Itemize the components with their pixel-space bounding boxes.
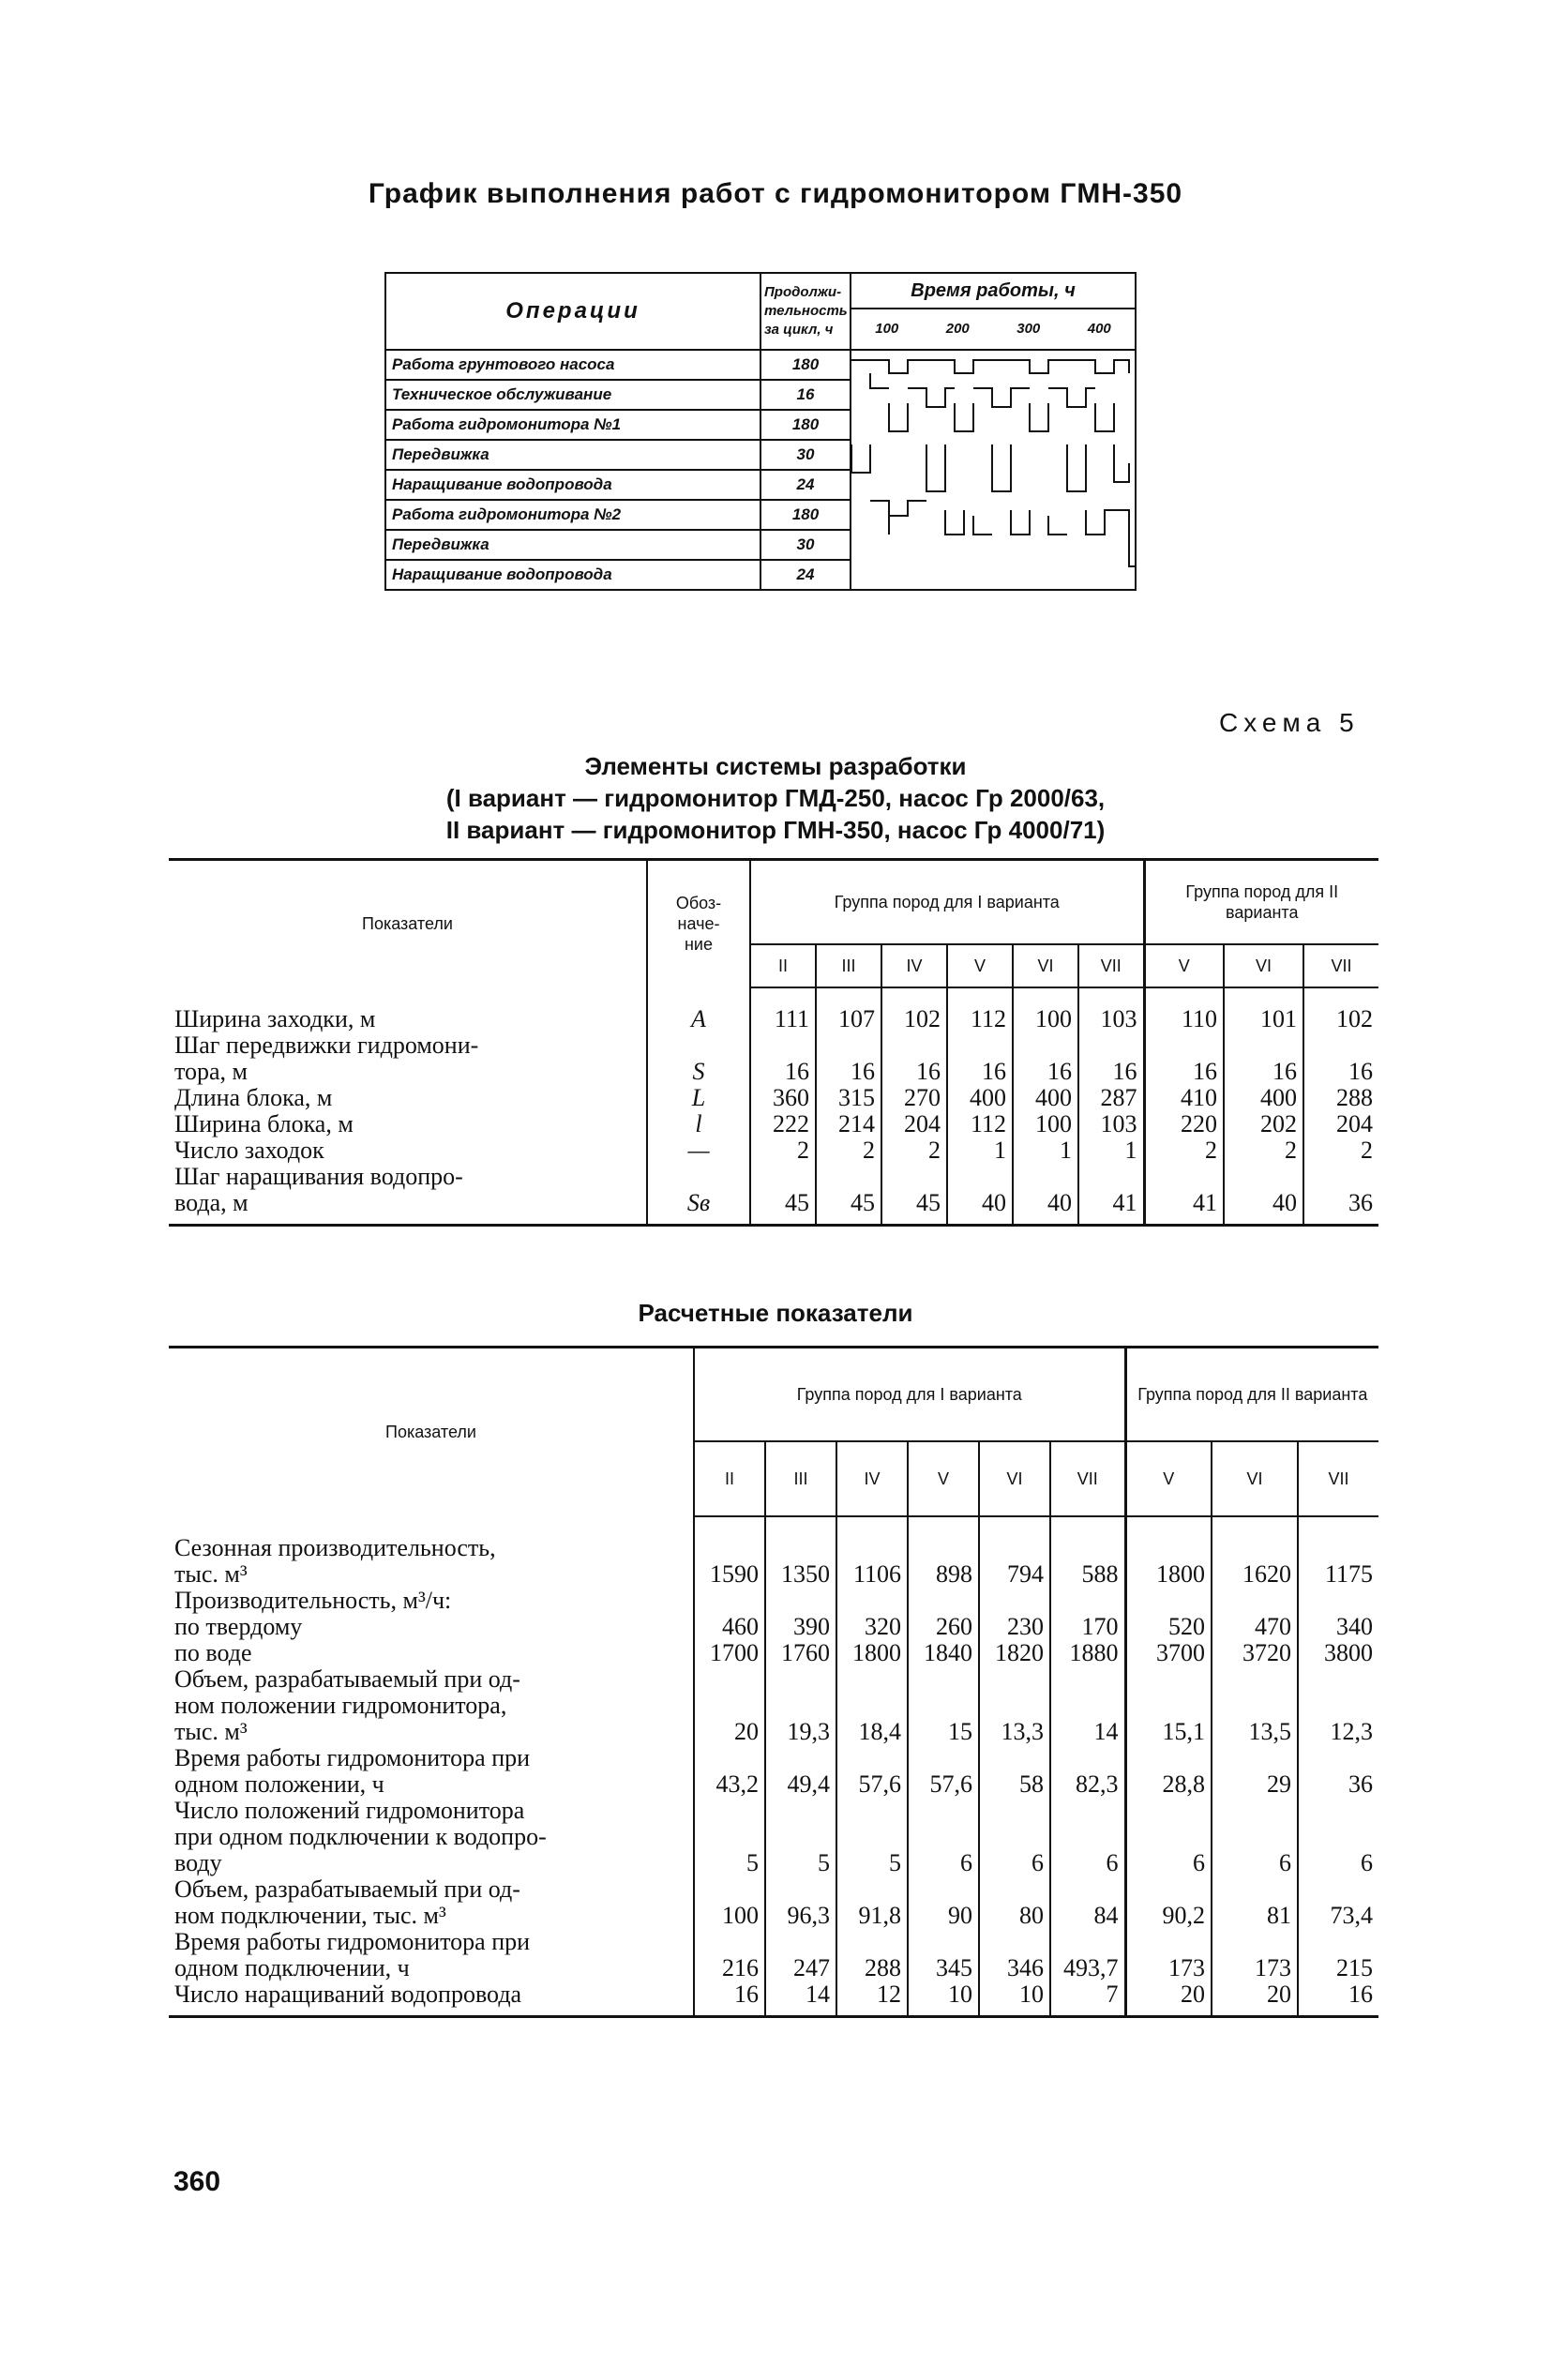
row-label: Производительность, м³/ч: xyxy=(174,1586,452,1614)
cell-value xyxy=(1125,1588,1212,1614)
row-symbol: L xyxy=(647,1085,750,1111)
cell-value: 400 xyxy=(1013,1085,1078,1111)
table-row xyxy=(169,1137,1378,1164)
row-label: Время работы гидромонитора при одном положении, ч xyxy=(174,1743,531,1798)
cell-value: 100 xyxy=(1013,987,1078,1032)
cell-value: 103 xyxy=(1078,1111,1144,1137)
cell-value: 16 xyxy=(1013,1032,1078,1085)
cell-value: 45 xyxy=(816,1164,881,1216)
row-symbol: Sв xyxy=(647,1164,750,1216)
cell-value: 16 xyxy=(1298,1981,1378,2008)
table-row xyxy=(169,1032,1378,1085)
operations-header: Операции xyxy=(385,273,760,350)
padding-cell xyxy=(1013,1216,1078,1226)
cell-value: 287 xyxy=(1078,1085,1144,1111)
padding-cell xyxy=(881,1216,947,1226)
elements-title: Элементы системы разработки (I вариант — гидромонитор ГМД-250, насос Гр 2000/63, II вариант — гидромонитор ГМН-350, насос Гр 4000/71) xyxy=(445,752,1106,844)
gantt-row: Работа гидромонитора №2 180 xyxy=(385,500,1136,530)
cell-value: 898 xyxy=(908,1516,979,1588)
table-row xyxy=(169,1798,1378,1876)
padding-cell xyxy=(750,1216,816,1226)
padding-cell xyxy=(694,2008,765,2017)
subcol-header: V xyxy=(1125,1441,1212,1516)
padding-cell xyxy=(1212,2008,1298,2017)
cell-value: 6 xyxy=(1125,1798,1212,1876)
cell-value: 315 xyxy=(816,1085,881,1111)
cell-value: 288 xyxy=(836,1929,908,1981)
cell-value: 28,8 xyxy=(1125,1745,1212,1798)
table-row xyxy=(169,1588,1378,1614)
cell-value: 460 xyxy=(694,1614,765,1640)
table-row xyxy=(169,1516,1378,1588)
row-label: Объем, разрабатываемый при од- ном положении гидромонитора, тыс. м³ xyxy=(174,1664,520,1745)
tick-100: 100 xyxy=(875,321,899,338)
cell-value: 6 xyxy=(1050,1798,1125,1876)
row-label: Шаг передвижки гидромони- тора, м xyxy=(174,1031,479,1085)
cell-value: 6 xyxy=(908,1798,979,1876)
table-row xyxy=(169,1111,1378,1137)
cell-value: 57,6 xyxy=(908,1745,979,1798)
cell-value: 1106 xyxy=(836,1516,908,1588)
cell-value: 43,2 xyxy=(694,1745,765,1798)
subcol-header: VI xyxy=(1212,1441,1298,1516)
padding-cell xyxy=(1125,2008,1212,2017)
schema-label: Схема 5 xyxy=(1219,708,1360,737)
cell-value: 1800 xyxy=(836,1640,908,1666)
table-row xyxy=(169,1614,1378,1640)
row-label: Длина блока, м xyxy=(174,1083,333,1111)
cell-value: 2 xyxy=(1303,1137,1378,1164)
cell-value: 3700 xyxy=(1125,1640,1212,1666)
table-row xyxy=(169,1640,1378,1666)
cell-value: 90 xyxy=(908,1876,979,1929)
row-symbol: S xyxy=(647,1032,750,1085)
cell-value: 400 xyxy=(1224,1085,1303,1111)
cell-value xyxy=(765,1588,836,1614)
cell-value: 3720 xyxy=(1212,1640,1298,1666)
cell-value xyxy=(908,1588,979,1614)
padding-cell xyxy=(647,1216,750,1226)
cell-value: 288 xyxy=(1303,1085,1378,1111)
cell-value: 16 xyxy=(881,1032,947,1085)
subcol-header: VII xyxy=(1050,1441,1125,1516)
row-label: по твердому xyxy=(174,1612,303,1640)
subcol-header: VI xyxy=(1224,944,1303,987)
cell-value: 1590 xyxy=(694,1516,765,1588)
subcol-header: V xyxy=(908,1441,979,1516)
cell-value: 173 xyxy=(1125,1929,1212,1981)
cell-value: 320 xyxy=(836,1614,908,1640)
group2-header: Группа пород для II варианта xyxy=(1125,1348,1378,1441)
cell-value: 10 xyxy=(979,1981,1050,2008)
row-symbol: l xyxy=(647,1111,750,1137)
cell-value: 1800 xyxy=(1125,1516,1212,1588)
cell-value: 80 xyxy=(979,1876,1050,1929)
padding-cell xyxy=(1050,2008,1125,2017)
cell-value: 49,4 xyxy=(765,1745,836,1798)
cell-value: 222 xyxy=(750,1111,816,1137)
cell-value: 170 xyxy=(1050,1614,1125,1640)
cell-value: 40 xyxy=(1224,1164,1303,1216)
cell-value: 102 xyxy=(881,987,947,1032)
padding-cell xyxy=(979,2008,1050,2017)
cell-value: 41 xyxy=(1078,1164,1144,1216)
cell-value: 14 xyxy=(1050,1666,1125,1745)
cell-value: 2 xyxy=(881,1137,947,1164)
cell-value xyxy=(979,1588,1050,1614)
page-number: 360 xyxy=(173,2166,221,2197)
cell-value: 82,3 xyxy=(1050,1745,1125,1798)
cell-value: 1 xyxy=(1078,1137,1144,1164)
cell-value: 202 xyxy=(1224,1111,1303,1137)
cell-value: 2 xyxy=(750,1137,816,1164)
cell-value: 90,2 xyxy=(1125,1876,1212,1929)
cell-value: 1700 xyxy=(694,1640,765,1666)
row-label: Ширина заходки, м xyxy=(174,1004,376,1032)
cell-value: 40 xyxy=(1013,1164,1078,1216)
subcol-header: IV xyxy=(881,944,947,987)
subcol-header: V xyxy=(947,944,1013,987)
row-label: Число заходок xyxy=(174,1136,324,1164)
cell-value: 100 xyxy=(1013,1111,1078,1137)
duration-header: Продолжи- тельность за цикл, ч xyxy=(760,273,851,350)
padding-cell xyxy=(1298,2008,1378,2017)
gantt-row: Работа грунтового насоса 180 xyxy=(385,350,1136,380)
cell-value: 173 xyxy=(1212,1929,1298,1981)
subcol-header: VII xyxy=(1298,1441,1378,1516)
cell-value: 103 xyxy=(1078,987,1144,1032)
cell-value: 19,3 xyxy=(765,1666,836,1745)
table-row xyxy=(169,1929,1378,1981)
cell-value: 112 xyxy=(947,1111,1013,1137)
row-label: Время работы гидромонитора при одном подключении, ч xyxy=(174,1927,531,1981)
table-row xyxy=(169,1981,1378,2008)
subcol-header: II xyxy=(694,1441,765,1516)
group1-header: Группа пород для I варианта xyxy=(694,1348,1125,1441)
cell-value: 41 xyxy=(1144,1164,1224,1216)
cell-value: 102 xyxy=(1303,987,1378,1032)
cell-value: 36 xyxy=(1298,1745,1378,1798)
cell-value: 1620 xyxy=(1212,1516,1298,1588)
table-row xyxy=(169,1745,1378,1798)
cell-value: 16 xyxy=(1224,1032,1303,1085)
cell-value: 16 xyxy=(947,1032,1013,1085)
gantt-row: Работа гидромонитора №1 180 xyxy=(385,410,1136,440)
cell-value: 1 xyxy=(1013,1137,1078,1164)
symbol-header: Обоз- наче- ние xyxy=(647,860,750,987)
cell-value: 216 xyxy=(694,1929,765,1981)
padding-cell xyxy=(765,2008,836,2017)
tick-300: 300 xyxy=(1016,321,1041,338)
cell-value: 14 xyxy=(765,1981,836,2008)
cell-value: 493,7 xyxy=(1050,1929,1125,1981)
subcol-header: VII xyxy=(1078,944,1144,987)
cell-value: 2 xyxy=(1224,1137,1303,1164)
gantt-row: Наращивание водопровода 24 xyxy=(385,560,1136,590)
cell-value: 40 xyxy=(947,1164,1013,1216)
tick-200: 200 xyxy=(945,321,970,338)
cell-value: 390 xyxy=(765,1614,836,1640)
cell-value: 1760 xyxy=(765,1640,836,1666)
cell-value: 20 xyxy=(1212,1981,1298,2008)
cell-value: 215 xyxy=(1298,1929,1378,1981)
cell-value: 220 xyxy=(1144,1111,1224,1137)
cell-value: 204 xyxy=(881,1111,947,1137)
cell-value: 84 xyxy=(1050,1876,1125,1929)
table-row xyxy=(169,1666,1378,1745)
padding-cell xyxy=(1078,1216,1144,1226)
cell-value: 18,4 xyxy=(836,1666,908,1745)
cell-value xyxy=(1050,1588,1125,1614)
cell-value: 15 xyxy=(908,1666,979,1745)
cell-value: 1175 xyxy=(1298,1516,1378,1588)
cell-value: 340 xyxy=(1298,1614,1378,1640)
cell-value xyxy=(836,1588,908,1614)
time-ticks xyxy=(851,309,1136,350)
group2-header: Группа пород для II варианта xyxy=(1144,860,1378,944)
subcol-header: V xyxy=(1144,944,1224,987)
cell-value: 81 xyxy=(1212,1876,1298,1929)
cell-value: 112 xyxy=(947,987,1013,1032)
cell-value: 16 xyxy=(694,1981,765,2008)
cell-value: 45 xyxy=(750,1164,816,1216)
row-label: Шаг наращивания водопро- вода, м xyxy=(174,1162,463,1216)
cell-value: 1840 xyxy=(908,1640,979,1666)
cell-value: 20 xyxy=(1125,1981,1212,2008)
cell-value: 58 xyxy=(979,1745,1050,1798)
cell-value: 16 xyxy=(1078,1032,1144,1085)
row-label: Ширина блока, м xyxy=(174,1109,354,1137)
row-label: Объем, разрабатываемый при од- ном подключении, тыс. м³ xyxy=(174,1875,520,1929)
calc-indicators-title: Расчетные показатели xyxy=(638,1299,913,1327)
cell-value: 214 xyxy=(816,1111,881,1137)
cell-value: 6 xyxy=(1298,1798,1378,1876)
row-symbol: A xyxy=(647,987,750,1032)
cell-value: 794 xyxy=(979,1516,1050,1588)
cell-value xyxy=(1298,1588,1378,1614)
cell-value: 6 xyxy=(979,1798,1050,1876)
cell-value: 360 xyxy=(750,1085,816,1111)
gantt-row: Наращивание водопровода 24 xyxy=(385,470,1136,500)
padding-cell xyxy=(1224,1216,1303,1226)
row-symbol: — xyxy=(647,1137,750,1164)
cell-value: 29 xyxy=(1212,1745,1298,1798)
cell-value: 16 xyxy=(1303,1032,1378,1085)
work-time-header: Время работы, ч xyxy=(851,273,1136,309)
cell-value: 20 xyxy=(694,1666,765,1745)
cell-value: 100 xyxy=(694,1876,765,1929)
cell-value: 16 xyxy=(816,1032,881,1085)
cell-value: 12 xyxy=(836,1981,908,2008)
subcol-header: VI xyxy=(1013,944,1078,987)
cell-value: 1350 xyxy=(765,1516,836,1588)
cell-value: 13,3 xyxy=(979,1666,1050,1745)
cell-value: 470 xyxy=(1212,1614,1298,1640)
cell-value: 13,5 xyxy=(1212,1666,1298,1745)
cell-value: 5 xyxy=(765,1798,836,1876)
cell-value: 1880 xyxy=(1050,1640,1125,1666)
cell-value: 91,8 xyxy=(836,1876,908,1929)
indicators-header: Показатели xyxy=(385,1423,476,1442)
padding-cell xyxy=(836,2008,908,2017)
cell-value: 12,3 xyxy=(1298,1666,1378,1745)
cell-value: 36 xyxy=(1303,1164,1378,1216)
cell-value: 204 xyxy=(1303,1111,1378,1137)
cell-value: 15,1 xyxy=(1125,1666,1212,1745)
table-padding-row xyxy=(169,2008,1378,2017)
table-row xyxy=(169,1085,1378,1111)
cell-value: 45 xyxy=(881,1164,947,1216)
cell-value: 111 xyxy=(750,987,816,1032)
cell-value: 5 xyxy=(836,1798,908,1876)
cell-value: 57,6 xyxy=(836,1745,908,1798)
cell-value: 16 xyxy=(750,1032,816,1085)
cell-value: 247 xyxy=(765,1929,836,1981)
subcol-header: VI xyxy=(979,1441,1050,1516)
schedule-lines xyxy=(851,351,1136,581)
cell-value: 270 xyxy=(881,1085,947,1111)
cell-value: 96,3 xyxy=(765,1876,836,1929)
cell-value: 5 xyxy=(694,1798,765,1876)
padding-cell xyxy=(169,1216,647,1226)
gantt-row: Техническое обслуживание 16 xyxy=(385,380,1136,410)
group1-header: Группа пород для I варианта xyxy=(750,860,1144,944)
row-label: Число положений гидромонитора при одном подключении к водопро- воду xyxy=(174,1796,547,1876)
cell-value: 260 xyxy=(908,1614,979,1640)
cell-value: 346 xyxy=(979,1929,1050,1981)
schedule-title: График выполнения работ с гидромонитором ГМН-350 xyxy=(368,178,1183,209)
cell-value: 6 xyxy=(1212,1798,1298,1876)
cell-value: 110 xyxy=(1144,987,1224,1032)
cell-value: 400 xyxy=(947,1085,1013,1111)
cell-value: 3800 xyxy=(1298,1640,1378,1666)
work-schedule-chart xyxy=(384,272,1135,591)
subcol-header: IV xyxy=(836,1441,908,1516)
cell-value: 1820 xyxy=(979,1640,1050,1666)
subcol-header: II xyxy=(750,944,816,987)
gantt-row: Передвижка 30 xyxy=(385,440,1136,470)
cell-value: 16 xyxy=(1144,1032,1224,1085)
row-label: Число наращиваний водопровода xyxy=(174,1980,522,2008)
gantt-row: Передвижка 30 xyxy=(385,530,1136,560)
cell-value: 101 xyxy=(1224,987,1303,1032)
cell-value: 2 xyxy=(1144,1137,1224,1164)
cell-value: 107 xyxy=(816,987,881,1032)
cell-value: 7 xyxy=(1050,1981,1125,2008)
cell-value: 345 xyxy=(908,1929,979,1981)
padding-cell xyxy=(908,2008,979,2017)
cell-value: 410 xyxy=(1144,1085,1224,1111)
cell-value: 588 xyxy=(1050,1516,1125,1588)
cell-value xyxy=(694,1588,765,1614)
padding-cell xyxy=(947,1216,1013,1226)
padding-cell xyxy=(1144,1216,1224,1226)
cell-value: 230 xyxy=(979,1614,1050,1640)
cell-value: 1 xyxy=(947,1137,1013,1164)
subcol-header: III xyxy=(816,944,881,987)
table-padding-row xyxy=(169,1216,1378,1226)
padding-cell xyxy=(816,1216,881,1226)
cell-value xyxy=(1212,1588,1298,1614)
schedule-diagram xyxy=(851,350,1136,590)
table-row xyxy=(169,1164,1378,1216)
cell-value: 2 xyxy=(816,1137,881,1164)
indicators-header: Показатели xyxy=(362,914,453,934)
tick-400: 400 xyxy=(1087,321,1111,338)
cell-value: 520 xyxy=(1125,1614,1212,1640)
row-label: Сезонная производительность, тыс. м³ xyxy=(174,1533,496,1588)
padding-cell xyxy=(169,2008,694,2017)
system-elements-table xyxy=(169,858,1378,1227)
table-row xyxy=(169,987,1378,1032)
padding-cell xyxy=(1303,1216,1378,1226)
cell-value: 10 xyxy=(908,1981,979,2008)
row-label: по воде xyxy=(174,1638,252,1666)
subcol-header: VII xyxy=(1303,944,1378,987)
calculated-indicators-table xyxy=(169,1346,1378,2018)
cell-value: 73,4 xyxy=(1298,1876,1378,1929)
table-row xyxy=(169,1876,1378,1929)
subcol-header: III xyxy=(765,1441,836,1516)
